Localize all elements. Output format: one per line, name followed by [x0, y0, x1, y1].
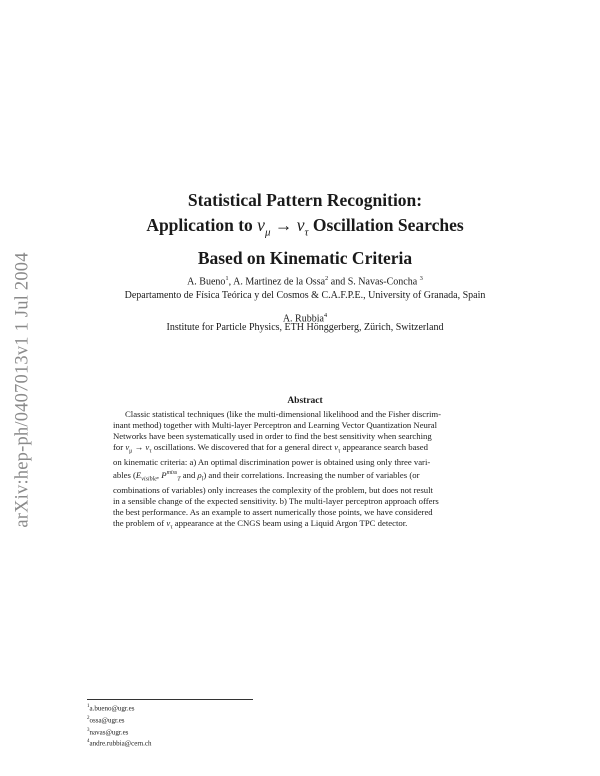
affiliation-2: Institute for Particle Physics, ETH Hönggerberg, Zürich, Switzerland: [166, 322, 444, 333]
math-symbol: ν: [145, 441, 150, 452]
footnote-mark: 1: [225, 275, 229, 282]
author-name: A. Rubbia: [282, 313, 324, 325]
footnote-3: [87, 726, 152, 738]
separator: ,: [228, 276, 234, 288]
footnote-mark: 2: [325, 275, 329, 282]
author-list: [60, 275, 550, 287]
math-symbol: ν: [166, 517, 171, 528]
title-line-3: Based on Kinematic Criteria: [197, 247, 413, 268]
author-name: S. Navas-Concha: [347, 276, 418, 288]
math-symbol: μ: [129, 448, 133, 455]
math-symbol: visible: [141, 476, 157, 483]
footnote-email: andre.rubbia@cern.ch: [89, 739, 152, 748]
math-symbol: miss: [166, 469, 178, 476]
abstract-line: in a sensible change of the expected sensitivity. b) The multi-layer perceptron approach offers: [113, 496, 439, 507]
math-symbol: τ: [149, 448, 152, 455]
abstract-heading: Abstract: [287, 396, 323, 406]
abstract-body: [113, 409, 489, 534]
title-text: Oscillation Searches: [308, 215, 464, 235]
abstract-text: Classic statistical techniques (like the multi-dimensional likelihood and the Fisher discrim-: [125, 409, 442, 419]
abstract-line: [113, 409, 489, 420]
title-symbol: ν: [296, 215, 305, 235]
separator: and: [328, 276, 348, 288]
abstract-text: oscillations. We discovered that for a general direct: [151, 441, 335, 452]
footnote-number: 1: [87, 704, 90, 709]
abstract-line: combinations of variables) only increases the complexity of the problem, but does not result: [113, 485, 433, 496]
math-symbol: ν: [334, 441, 339, 452]
title-symbol: ν: [257, 215, 265, 235]
abstract-line: on kinematic criteria: a) An optimal discrimination power is obtained using only three vari-: [113, 457, 431, 468]
arxiv-stamp-text: arXiv:hep-ph/0407013v1 1 Jul 2004: [12, 252, 33, 528]
paper-title: [60, 188, 550, 271]
author-name: A. Bueno: [187, 276, 226, 288]
footnote-email: a.bueno@ugr.es: [89, 704, 135, 713]
title-text: Application to: [146, 215, 258, 235]
footnote-email: ossa@ugr.es: [89, 716, 125, 725]
footnotes: [87, 702, 152, 749]
abstract-text: ables (: [113, 469, 136, 480]
footnote-mark: 3: [419, 275, 423, 282]
abstract-line: Networks have been systematically used in order to find the best sensitivity when searching: [113, 430, 432, 441]
abstract-line: inant method) together with Multi-layer Perceptron and Learning Vector Quantization Neural: [113, 419, 438, 430]
abstract-text: appearance at the CNGS beam using a Liquid Argon TPC detector.: [172, 517, 408, 528]
abstract-text: and their correlations. Increasing the number of variables (or: [206, 469, 420, 480]
title-line-1: Statistical Pattern Recognition:: [187, 190, 423, 210]
footnote-4: [87, 737, 152, 749]
math-symbol: E: [135, 469, 142, 480]
author-name: A. Martinez de la Ossa: [233, 276, 326, 288]
affiliation-1: Departamento de Física Teórica y del Cosmos & C.A.F.P.E., University of Granada, Spain: [124, 290, 486, 301]
title-symbol: →: [270, 215, 297, 235]
footnote-1: [87, 702, 152, 714]
math-symbol: τ: [170, 524, 173, 531]
math-symbol: l: [201, 476, 204, 483]
title-symbol: τ: [304, 226, 309, 239]
footnote-email: navas@ugr.es: [89, 727, 129, 736]
footnote-number: 4: [87, 739, 90, 745]
abstract-text: for: [113, 441, 126, 452]
math-symbol: τ: [338, 448, 341, 455]
footnote-mark: 4: [323, 312, 328, 319]
math-symbol: P: [161, 469, 167, 480]
arxiv-stamp: [8, 210, 38, 570]
abstract-line: ables ($E_{visible}$, $P^{miss}_T$ and $\rho_l$) and their correlations. Increasing the number of variables (or: [113, 469, 420, 483]
footnote-number: 2: [87, 715, 90, 721]
abstract-text: appearance search based: [340, 441, 429, 452]
footnote-rule: [87, 699, 253, 700]
title-line-2: [60, 213, 550, 246]
abstract-line: the best performance. As an example to assert numerically those points, we have considered: [113, 507, 433, 518]
math-symbol: →: [132, 441, 146, 452]
math-symbol: ν: [125, 441, 130, 452]
math-symbol: T: [177, 476, 181, 483]
footnote-number: 3: [87, 727, 90, 733]
abstract-line: [113, 518, 489, 534]
title-symbol: μ: [264, 226, 271, 239]
math-symbol: ρ: [197, 469, 202, 480]
abstract-text: the problem of: [113, 517, 167, 528]
abstract-line: [113, 442, 489, 458]
footnote-2: [87, 714, 152, 726]
